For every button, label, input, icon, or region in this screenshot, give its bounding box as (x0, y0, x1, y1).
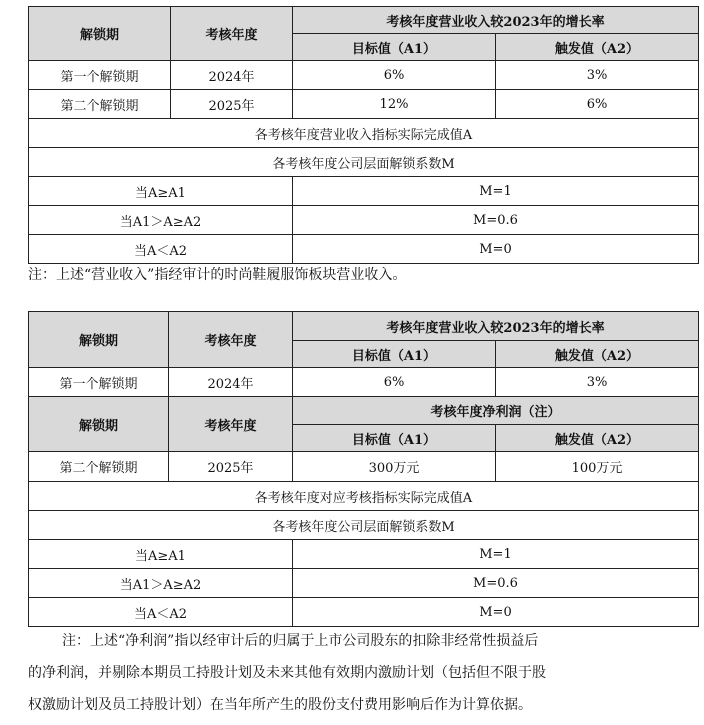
cell-target: 300万元 (293, 452, 496, 482)
header-trigger: 触发值（A2） (496, 425, 699, 452)
header-target: 目标值（A1） (293, 34, 496, 61)
cell-trigger: 3% (496, 61, 699, 90)
cell-year: 2025年 (169, 452, 293, 482)
header-trigger: 触发值（A2） (496, 34, 699, 61)
coefficient-cell: M=0.6 (293, 569, 699, 598)
table-row (29, 90, 699, 119)
header-period: 解锁期 (29, 312, 169, 368)
cell-target: 6% (293, 61, 496, 90)
profit-note-line: 的净利润，并剔除本期员工持股计划及未来其他有效期内激励计划（包括但不限于股 (28, 665, 546, 681)
header-metric: 考核年度营业收入较2023年的增长率 (293, 312, 699, 341)
cell-period: 第二个解锁期 (29, 452, 169, 482)
actual-value-row: 各考核年度营业收入指标实际完成值A (29, 119, 699, 148)
condition-cell: 当A≥A1 (29, 540, 293, 569)
header-period: 解锁期 (29, 7, 171, 61)
condition-row (29, 598, 699, 627)
performance-table-revenue-profit (28, 311, 699, 627)
cell-target: 6% (293, 368, 496, 397)
condition-cell: 当A＜A2 (29, 235, 293, 264)
coefficient-row: 各考核年度公司层面解锁系数M (29, 511, 699, 540)
coefficient-cell: M=1 (293, 540, 699, 569)
profit-note-line: 注：上述“净利润”指以经审计后的归属于上市公司股东的扣除非经常性损益后 (62, 633, 539, 649)
condition-row (29, 569, 699, 598)
condition-cell: 当A1＞A≥A2 (29, 206, 293, 235)
cell-trigger: 6% (496, 90, 699, 119)
cell-year: 2024年 (171, 61, 293, 90)
table-row (29, 368, 699, 397)
header-target: 目标值（A1） (293, 425, 496, 452)
profit-note-line: 权激励计划及员工持股计划）在当年所产生的股份支付费用影响后作为计算依据。 (28, 697, 532, 713)
table-row (29, 61, 699, 90)
condition-cell: 当A≥A1 (29, 177, 293, 206)
coefficient-cell: M=0.6 (293, 206, 699, 235)
coefficient-cell: M=0 (293, 598, 699, 627)
header-year: 考核年度 (171, 7, 293, 61)
header-year: 考核年度 (169, 397, 293, 452)
cell-year: 2025年 (171, 90, 293, 119)
condition-row (29, 235, 699, 264)
condition-row (29, 540, 699, 569)
cell-year: 2024年 (169, 368, 293, 397)
header-year: 考核年度 (169, 312, 293, 368)
cell-period: 第一个解锁期 (29, 61, 171, 90)
table-row (29, 452, 699, 482)
coefficient-cell: M=0 (293, 235, 699, 264)
actual-value-row: 各考核年度对应考核指标实际完成值A (29, 482, 699, 511)
coefficient-cell: M=1 (293, 177, 699, 206)
cell-period: 第一个解锁期 (29, 368, 169, 397)
header-trigger: 触发值（A2） (496, 341, 699, 368)
header-metric: 考核年度营业收入较2023年的增长率 (293, 7, 699, 34)
header-target: 目标值（A1） (293, 341, 496, 368)
condition-row (29, 177, 699, 206)
cell-period: 第二个解锁期 (29, 90, 171, 119)
header-metric: 考核年度净利润（注） (293, 397, 699, 425)
header-period: 解锁期 (29, 397, 169, 452)
cell-target: 12% (293, 90, 496, 119)
cell-trigger: 100万元 (496, 452, 699, 482)
condition-row (29, 206, 699, 235)
revenue-note: 注：上述“营业收入”指经审计的时尚鞋履服饰板块营业收入。 (28, 267, 407, 283)
condition-cell: 当A1＞A≥A2 (29, 569, 293, 598)
cell-trigger: 3% (496, 368, 699, 397)
coefficient-row: 各考核年度公司层面解锁系数M (29, 148, 699, 177)
condition-cell: 当A＜A2 (29, 598, 293, 627)
performance-table-revenue (28, 6, 699, 264)
